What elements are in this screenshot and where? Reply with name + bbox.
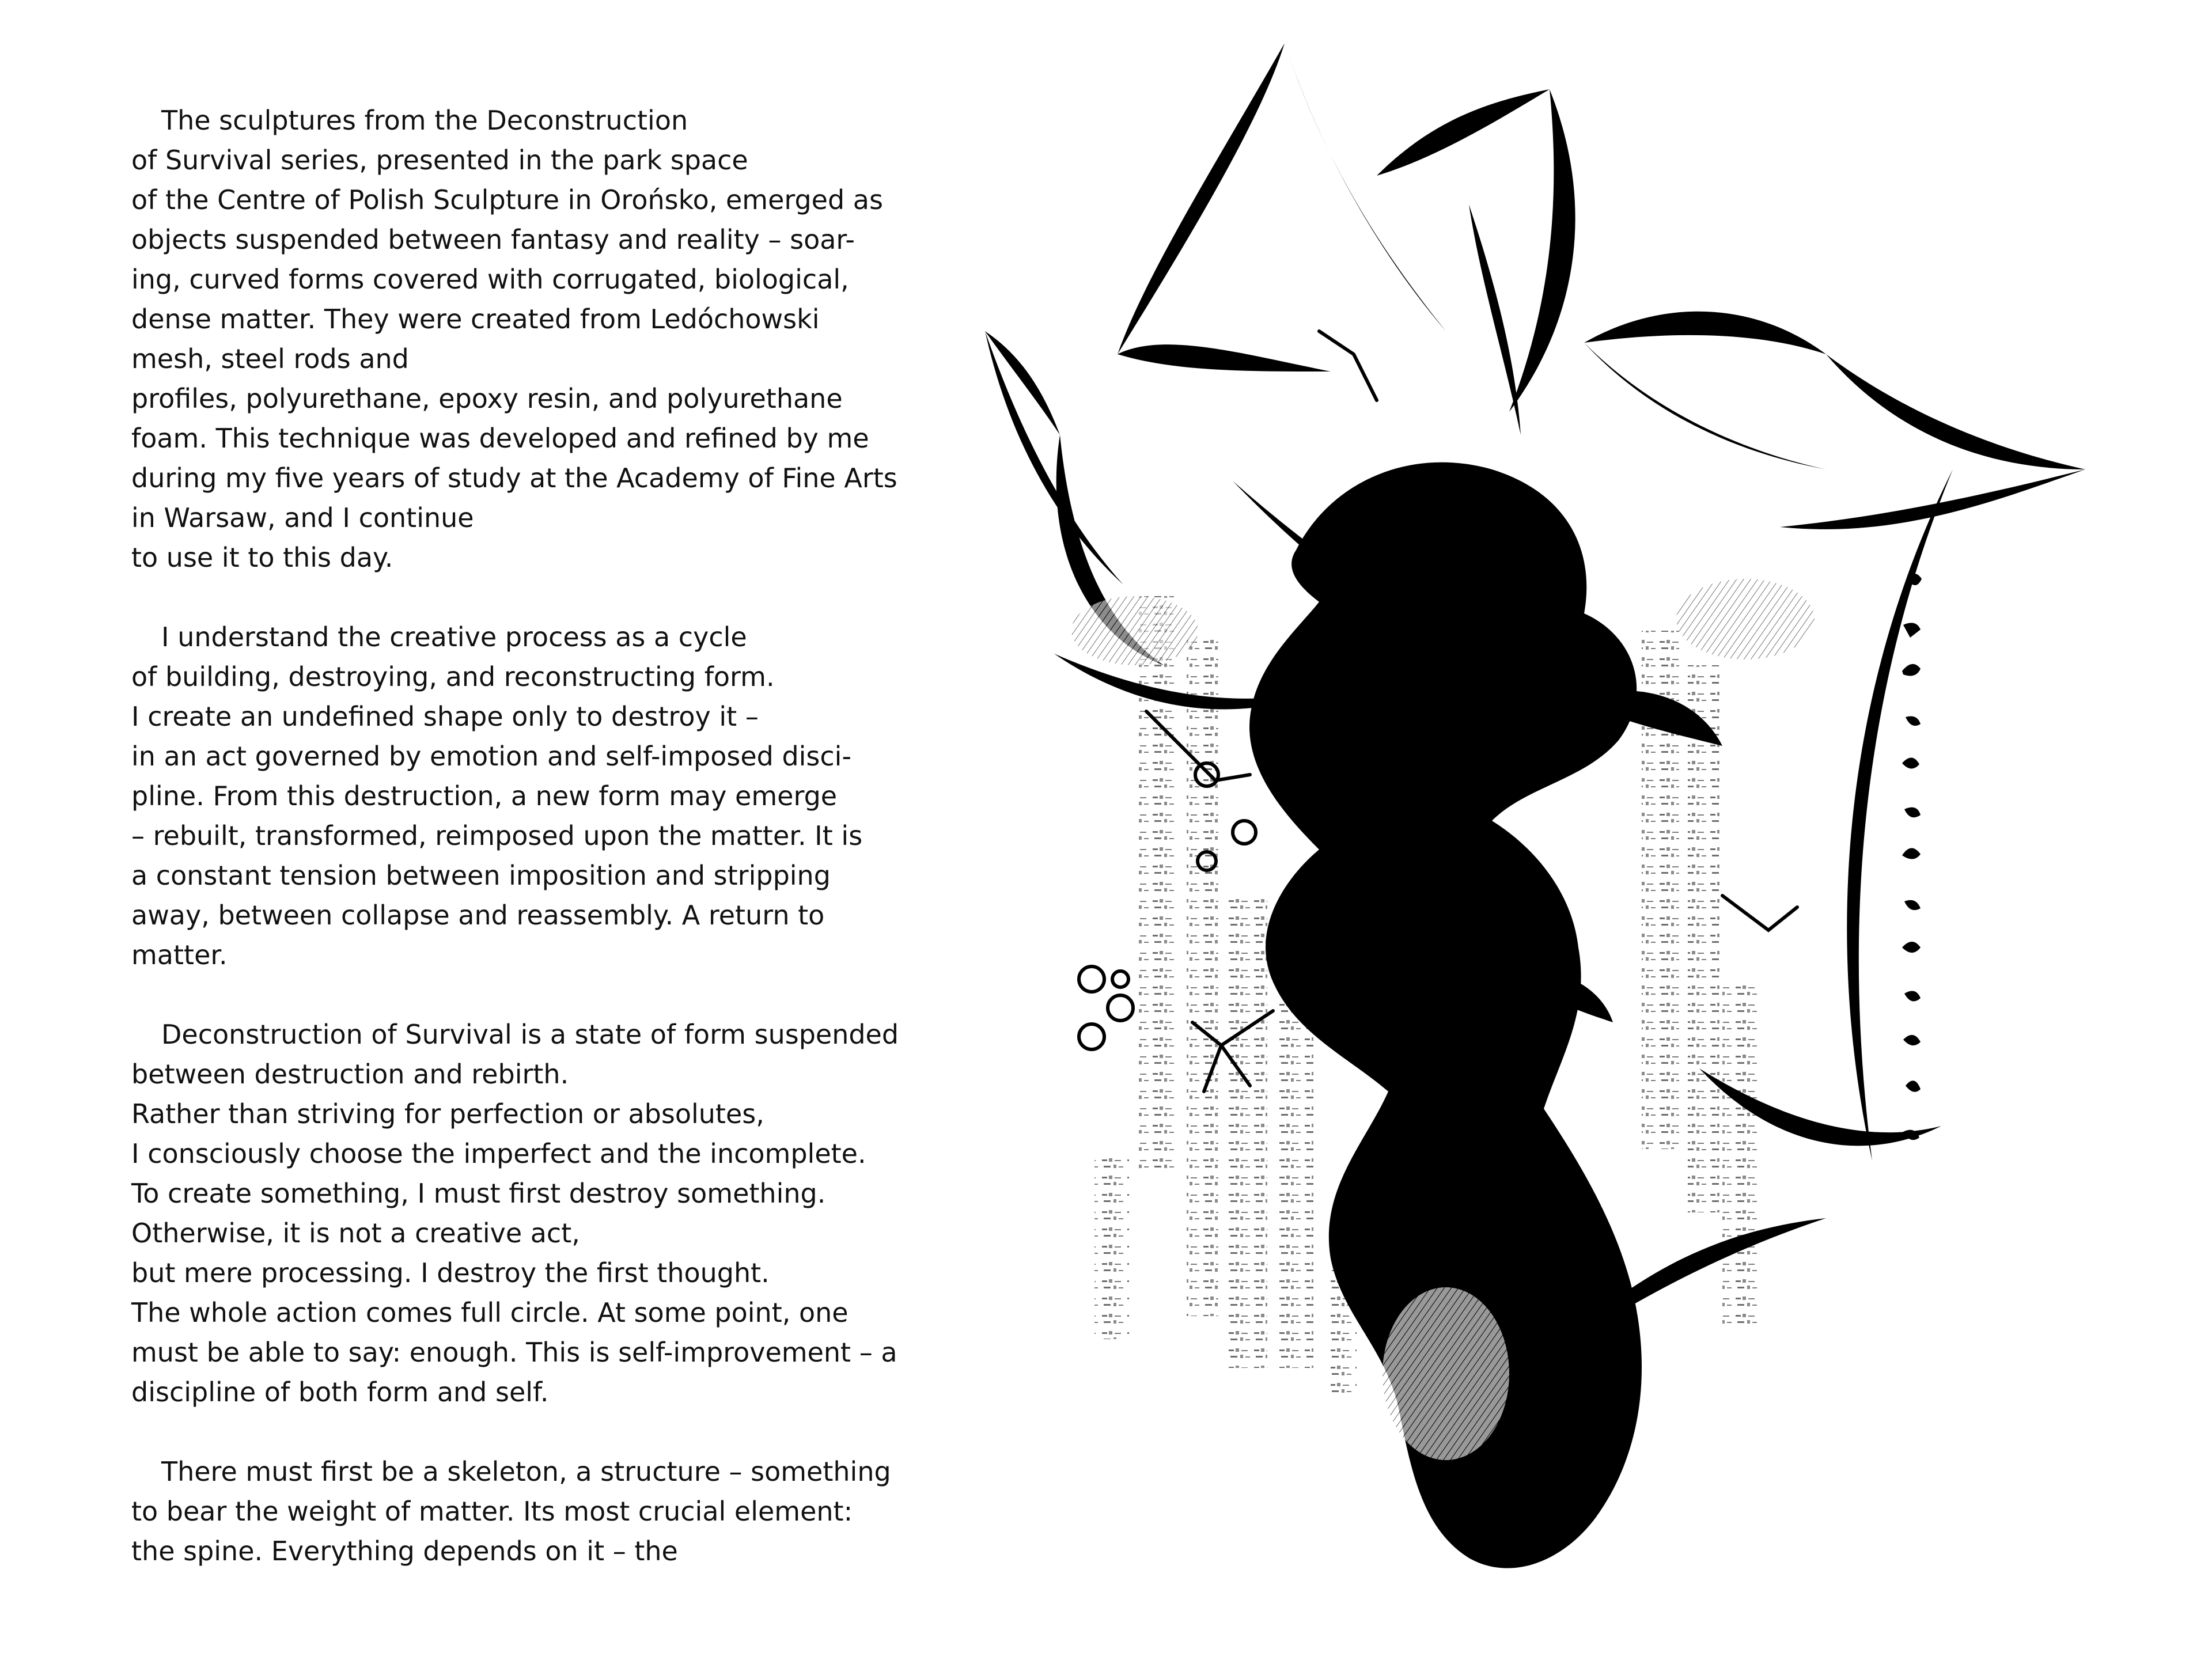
abstract-ink-figure-image — [974, 32, 2212, 1668]
text-line: dense matter. They were created from Ledóchowski — [131, 304, 820, 335]
text-line: of Survival series, presented in the park space — [131, 145, 748, 176]
text-line: Rather than striving for perfection or absolutes, — [131, 1098, 764, 1129]
text-line: Otherwise, it is not a creative act, — [131, 1218, 580, 1249]
text-line: in an act governed by emotion and self-imposed disci- — [131, 741, 852, 772]
text-line: away, between collapse and reassembly. A return to — [131, 900, 825, 931]
text-line: ing, curved forms covered with corrugated, biological, — [131, 264, 849, 295]
text-line: There must first be a skeleton, a structure – something — [161, 1456, 891, 1487]
text-line: I consciously choose the imperfect and the incomplete. — [131, 1138, 866, 1169]
text-line: but mere processing. I destroy the first thought. — [131, 1257, 770, 1288]
right-glyph-marks — [1902, 574, 1922, 1140]
text-line: foam. This technique was developed and refined by me — [131, 423, 869, 454]
text-line: The sculptures from the Deconstruction — [161, 105, 688, 136]
text-line: The whole action comes full circle. At some point, one — [131, 1297, 849, 1328]
paragraph-1 — [131, 101, 978, 578]
text-line: I understand the creative process as a cycle — [161, 621, 747, 653]
text-line: during my five years of study at the Academy of Fine Arts — [131, 463, 897, 494]
text-line: to use it to this day. — [131, 542, 393, 573]
ink-artwork-illustration — [974, 32, 2212, 1668]
text-line: of the Centre of Polish Sculpture in Orońsko, emerged as — [131, 184, 883, 215]
paragraph-2 — [131, 617, 978, 975]
text-line: to bear the weight of matter. Its most crucial element: — [131, 1496, 853, 1527]
text-line: profiles, polyurethane, epoxy resin, and polyurethane — [131, 383, 843, 414]
text-line: To create something, I must first destroy something. — [131, 1178, 826, 1209]
text-line: matter. — [131, 939, 228, 971]
paragraph-4 — [131, 1452, 978, 1571]
text-line: the spine. Everything depends on it – the — [131, 1536, 678, 1567]
text-line: mesh, steel rods and — [131, 343, 409, 374]
text-line: – rebuilt, transformed, reimposed upon the matter. It is — [131, 820, 863, 851]
text-line: between destruction and rebirth. — [131, 1059, 569, 1090]
text-page — [131, 101, 978, 1611]
paragraph-3 — [131, 1015, 978, 1412]
text-line: a constant tension between imposition and stripping — [131, 860, 831, 891]
text-line: pline. From this destruction, a new form may emerge — [131, 780, 838, 812]
text-line: must be able to say: enough. This is self-improvement – a — [131, 1337, 897, 1368]
text-line: in Warsaw, and I continue — [131, 502, 474, 533]
text-line: I create an undefined shape only to destroy it – — [131, 701, 759, 732]
text-line: Deconstruction of Survival is a state of form suspended — [161, 1019, 899, 1050]
text-line: objects suspended between fantasy and reality – soar- — [131, 224, 855, 255]
text-line: discipline of both form and self. — [131, 1377, 549, 1408]
text-line: of building, destroying, and reconstructing form. — [131, 661, 775, 692]
